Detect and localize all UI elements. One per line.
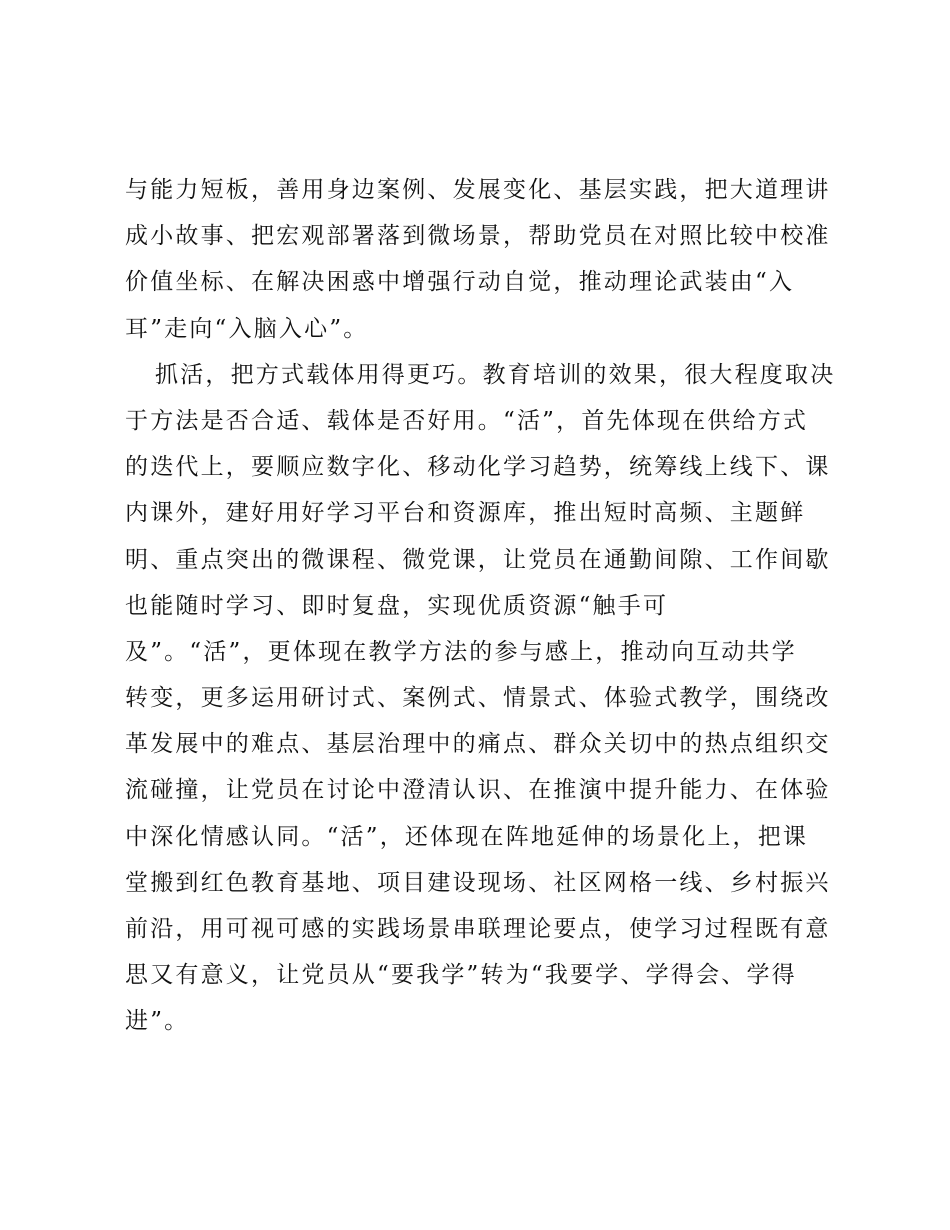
text-line: 转变，更多运用研讨式、案例式、情景式、体验式教学，围绕改 <box>125 685 831 712</box>
text-line: 及”。“活”，更体现在教学方法的参与感上，推动向互动共学 <box>125 638 797 665</box>
text-line: 于方法是否合适、载体是否好用。“活”，首先体现在供给方式 <box>125 407 809 434</box>
body-text <box>125 167 845 1045</box>
text-line: 进”。 <box>125 1008 190 1035</box>
text-line: 流碰撞，让党员在讨论中澄清认识、在推演中提升能力、在体验 <box>125 777 831 804</box>
text-line-first: 抓活，把方式载体用得更巧。教育培训的效果，很大程度取决 <box>155 361 836 388</box>
text-line: 成小故事、把宏观部署落到微场景，帮助党员在对照比较中校准 <box>125 223 831 250</box>
text-line: 堂搬到红色教育基地、项目建设现场、社区网格一线、乡村振兴 <box>125 869 831 896</box>
text-line: 耳”走向“入脑入心”。 <box>125 315 369 342</box>
text-line: 与能力短板，善用身边案例、发展变化、基层实践，把大道理讲 <box>125 177 831 203</box>
text-line: 前沿，用可视可感的实践场景串联理论要点，使学习过程既有意 <box>125 916 831 942</box>
text-line: 价值坐标、在解决困惑中增强行动自觉，推动理论武装由“入 <box>125 269 795 296</box>
text-line: 革发展中的难点、基层治理中的痛点、群众关切中的热点组织交 <box>125 731 831 758</box>
text-line: 中深化情感认同。“活”，还体现在阵地延伸的场景化上，把课 <box>125 823 809 850</box>
text-line: 也能随时学习、即时复盘，实现优质资源“触手可 <box>125 592 669 619</box>
text-line: 的迭代上，要顺应数字化、移动化学习趋势，统筹线上线下、课 <box>125 454 831 481</box>
paragraph-1 <box>125 167 845 352</box>
text-line: 思又有意义，让党员从“要我学”转为“我要学、学得会、学得 <box>125 962 797 989</box>
text-line: 内课外，建好用好学习平台和资源库，推出短时高频、主题鲜 <box>125 500 806 527</box>
paragraph-2 <box>125 352 845 1045</box>
text-line: 明、重点突出的微课程、微党课，让党员在通勤间隙、工作间歇 <box>125 546 831 573</box>
